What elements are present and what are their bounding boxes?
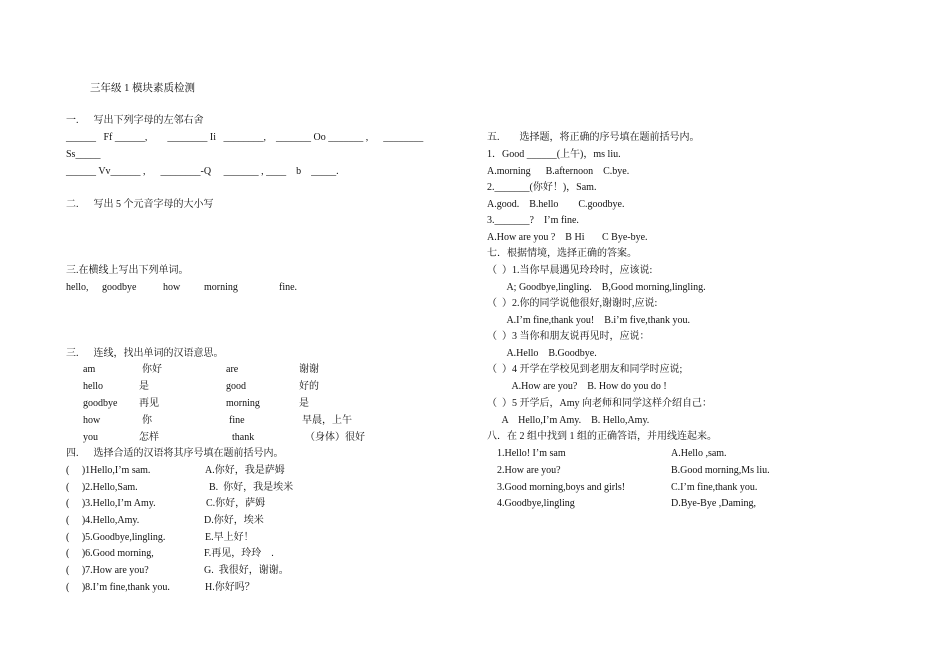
choice-question: ( )8.I’m fine,thank you. <box>66 582 170 593</box>
option-line: A.How are you ? B Hi C Bye-bye. <box>487 232 648 243</box>
match-group1-item: 3.Good morning,boys and girls! <box>497 482 626 493</box>
match-meaning: 再见 <box>139 398 159 409</box>
choice-question: ( )4.Hello,Amy. <box>66 515 140 526</box>
match-meaning: 是 <box>139 381 149 392</box>
match-group1-item: 4.Goodbye,lingling <box>497 498 575 509</box>
choice-question: ( )7.How are you? <box>66 565 149 576</box>
section5-heading: 四. 选择合适的汉语将其序号填在题前括号内。 <box>66 448 284 459</box>
match-meaning: 怎样 <box>139 432 159 443</box>
section-heading: 五. 选择题，将正确的序号填在题前括号内。 <box>487 132 700 143</box>
choice-answer: G. 我很好，谢谢。 <box>204 565 289 576</box>
match-group2-item: D.Bye-Bye ,Daming, <box>671 498 756 509</box>
question-line: 1．Good ______(上午)，ms liu. <box>487 149 621 160</box>
question-line: （ ）1.当你早晨遇见玲玲时，应该说: <box>487 265 653 276</box>
choice-answer: F.再见，玲玲 . <box>204 548 274 559</box>
match-word: goodbye <box>83 398 118 409</box>
option-line: A.I’m fine,thank you! B.i’m five,thank you. <box>487 315 691 326</box>
word-item: morning <box>204 282 238 293</box>
question-line: （ ）5 开学后，Amy 向老师和同学这样介绍自己： <box>487 398 712 409</box>
choice-answer: D.你好，埃米 <box>204 515 264 526</box>
match-word: thank <box>232 432 255 443</box>
question-line: （ ）4 开学在学校见到老朋友和同学时应说; <box>487 364 683 375</box>
section-heading: 八．在 2 组中找到 1 组的正确答语，并用线连起来。 <box>487 431 717 442</box>
choice-question: ( )1Hello,I’m sam. <box>66 465 151 476</box>
match-word: are <box>226 364 239 375</box>
option-line: A Hello,I’m Amy. B. Hello,Amy. <box>487 415 650 426</box>
match-word: morning <box>226 398 260 409</box>
word-item: how <box>163 282 181 293</box>
match-meaning: （身体）很好 <box>305 432 365 443</box>
section-heading: 七．根据情境，选择正确的答案。 <box>487 248 637 259</box>
match-meaning: 是 <box>299 398 309 409</box>
choice-answer: C.你好，萨姆 <box>206 498 266 509</box>
page-title: 三年级 1 模块素质检测 <box>90 83 195 94</box>
choice-answer: E.早上好！ <box>205 532 254 543</box>
question-line: （ ）2.你的同学说他很好,谢谢时,应说: <box>487 298 658 309</box>
choice-question: ( )5.Goodbye,lingling. <box>66 532 166 543</box>
question-line: 2._______(你好！)，Sam. <box>487 182 597 193</box>
match-word: how <box>83 415 101 426</box>
choice-answer: B. 你好，我是埃米 <box>209 482 294 493</box>
match-group1-item: 1.Hello! I’m sam <box>497 448 566 459</box>
section4-heading: 三. 连线，找出单词的汉语意思。 <box>66 348 224 359</box>
section3-heading: 三.在横线上写出下列单词。 <box>66 265 189 276</box>
section1-heading: 一. 写出下列字母的左邻右舍 <box>66 115 204 126</box>
section2-heading: 二. 写出 5 个元音字母的大小写 <box>66 199 214 210</box>
match-word: hello <box>83 381 103 392</box>
match-meaning: 早晨，上午 <box>302 415 352 426</box>
choice-question: ( )3.Hello,I’m Amy. <box>66 498 156 509</box>
letters-line-2: Ss_____ <box>66 149 101 160</box>
match-word: good <box>226 381 246 392</box>
option-line: A.How are you? B. How do you do ! <box>487 381 667 392</box>
choice-question: ( )6.Good morning, <box>66 548 154 559</box>
match-word: am <box>83 364 96 375</box>
match-word: fine <box>229 415 245 426</box>
choice-answer: A.你好，我是萨姆 <box>205 465 285 476</box>
match-meaning: 谢谢 <box>299 364 319 375</box>
word-item: goodbye <box>102 282 137 293</box>
match-group2-item: B.Good morning,Ms liu. <box>671 465 770 476</box>
question-line: 3._______? I’m fine. <box>487 215 579 226</box>
option-line: A.good. B.hello C.goodbye. <box>487 199 625 210</box>
match-group2-item: C.I’m fine,thank you. <box>671 482 758 493</box>
match-word: you <box>83 432 98 443</box>
choice-answer: H.你好吗？ <box>205 582 255 593</box>
word-item: hello, <box>66 282 89 293</box>
match-meaning: 你好 <box>142 364 162 375</box>
match-meaning: 你 <box>142 415 152 426</box>
letters-line-3: ______ Vv______ , ________-Q _______ , ____ b _____. <box>66 166 339 177</box>
question-line: （ ）3 当你和朋友说再见时，应说： <box>487 331 650 342</box>
match-group1-item: 2.How are you? <box>497 465 561 476</box>
option-line: A.morning B.afternoon C.bye. <box>487 166 630 177</box>
word-item: fine. <box>279 282 298 293</box>
choice-question: ( )2.Hello,Sam. <box>66 482 138 493</box>
match-group2-item: A.Hello ,sam. <box>671 448 727 459</box>
letters-line-1: ______ Ff ______, ________ Ii ________, _______ Oo _______ , ________ <box>66 132 424 143</box>
option-line: A.Hello B.Goodbye. <box>487 348 597 359</box>
option-line: A; Goodbye,lingling. B,Good morning,lingling. <box>487 282 706 293</box>
match-meaning: 好的 <box>299 381 319 392</box>
